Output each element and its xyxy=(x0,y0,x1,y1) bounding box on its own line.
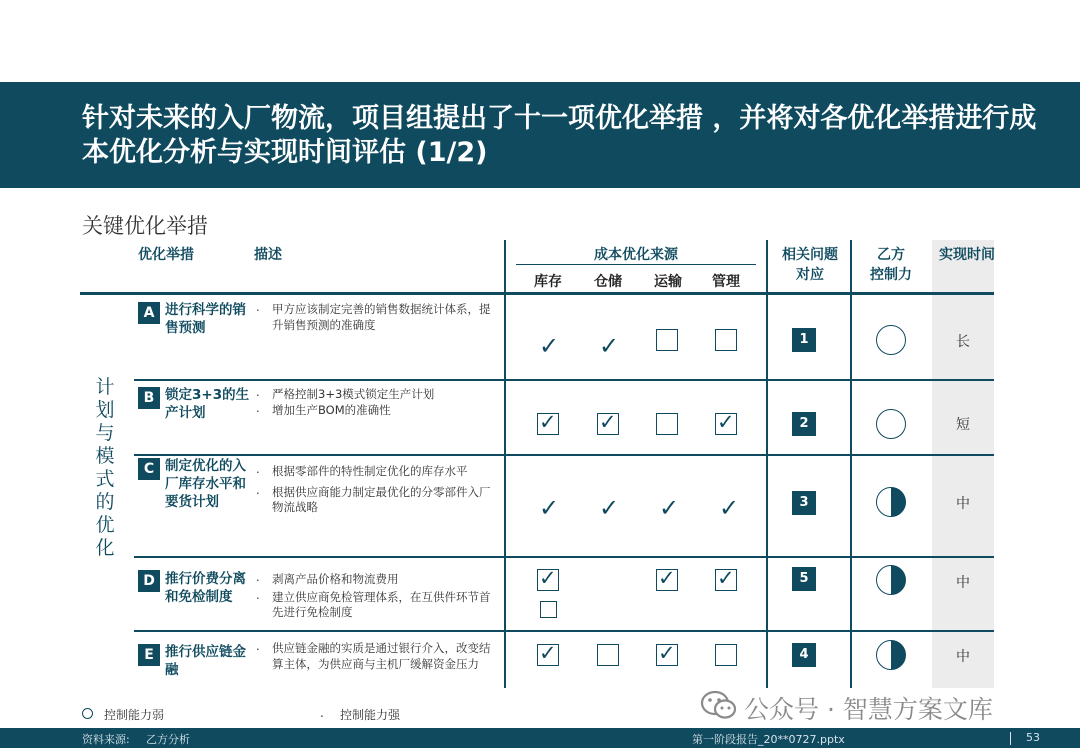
row-b-measure: 锁定3+3的生产计划 xyxy=(165,387,250,421)
row-sep-3 xyxy=(134,556,994,558)
empty-box-icon xyxy=(597,644,619,666)
footer-divider xyxy=(1010,732,1011,745)
header-control xyxy=(852,244,930,284)
row-c-desc-1: . 根据零部件的特性制定优化的库存水平 xyxy=(256,464,496,480)
page-title: 针对未来的入厂物流，项目组提出了十一项优化举措 ，并将对各优化举措进行成本优化分析与实现时间评估 (1/2) xyxy=(82,103,1037,168)
header-management: 管理 xyxy=(712,274,740,290)
row-d-measure: 推行价费分离和免检制度 xyxy=(165,571,246,605)
row-d-letter: D xyxy=(138,570,160,592)
grid-vline-2 xyxy=(766,240,768,688)
header-control-line2: 控制力 xyxy=(870,267,912,283)
watermark-text: 公众号 · 智慧方案文库 xyxy=(744,695,993,724)
header-cost-source: 成本优化来源 xyxy=(594,247,678,263)
half-circle-icon xyxy=(876,565,906,595)
timeline-column-shade xyxy=(932,240,994,688)
header-underline xyxy=(516,264,756,265)
check-icon: ✓ xyxy=(598,494,620,522)
checkbox-icon: ✓ xyxy=(715,413,737,435)
row-a-description xyxy=(256,302,496,333)
row-d-issue-number: 5 xyxy=(792,567,816,591)
row-b-desc-2: . 增加生产BOM的准确性 xyxy=(256,403,496,419)
legend-strong: 控制能力强 xyxy=(340,708,401,722)
grid-vline-1 xyxy=(504,240,506,688)
row-e-time: 中 xyxy=(956,649,970,665)
row-c-desc-2: . 根据供应商能力制定最优化的分零部件入厂物流战略 xyxy=(256,485,496,516)
header-description: 描述 xyxy=(254,247,282,263)
header-inventory: 库存 xyxy=(534,274,562,290)
legend-strong-bullet: . xyxy=(320,706,324,720)
row-c-description xyxy=(256,464,496,516)
checkbox-icon: ✓ xyxy=(537,413,559,435)
row-e-letter: E xyxy=(138,644,160,666)
footer-source-value: 乙方分析 xyxy=(146,733,190,746)
section-subtitle: 关键优化举措 xyxy=(82,214,208,238)
header-control-line1: 乙方 xyxy=(877,247,905,263)
checkbox-icon: ✓ xyxy=(537,644,559,666)
row-a-desc-1: . 甲方应该制定完善的销售数据统计体系，提升销售预测的准确度 xyxy=(256,302,496,333)
header-related-issue-line1: 相关问题 xyxy=(782,247,838,263)
empty-box-icon xyxy=(656,413,678,435)
circle-icon xyxy=(876,409,906,439)
circle-icon xyxy=(876,325,906,355)
empty-box-icon xyxy=(715,329,737,351)
row-d-desc-1: . 剥离产品价格和物流费用 xyxy=(256,572,496,588)
row-d-time: 中 xyxy=(956,575,970,591)
row-sep-4 xyxy=(134,630,994,632)
header-transport: 运输 xyxy=(654,274,682,290)
row-e-description xyxy=(256,641,496,672)
check-icon: ✓ xyxy=(598,332,620,360)
header-related-issue xyxy=(768,244,852,284)
row-e-measure: 推行供应链金融 xyxy=(165,644,246,678)
check-icon: ✓ xyxy=(538,494,560,522)
header-bottom-line xyxy=(80,292,994,295)
row-e-desc-1: . 供应链金融的实质是通过银行介入，改变结算主体，为供应商与主机厂缓解资金压力 xyxy=(256,641,496,672)
row-a-time: 长 xyxy=(956,334,970,350)
row-b-desc-1: . 严格控制3+3模式锁定生产计划 xyxy=(256,387,496,403)
half-circle-icon xyxy=(876,640,906,670)
empty-box-icon xyxy=(715,644,737,666)
row-e-issue-number: 4 xyxy=(792,643,816,667)
empty-box-icon xyxy=(656,329,678,351)
header-measure: 优化举措 xyxy=(138,247,194,263)
row-a-measure: 进行科学的销售预测 xyxy=(165,302,246,336)
footer-page-number: 53 xyxy=(1026,731,1040,744)
row-d-description xyxy=(256,572,496,621)
grid-vline-3 xyxy=(850,240,852,688)
row-sep-2 xyxy=(134,454,994,456)
row-c-letter: C xyxy=(138,458,160,480)
row-c-time: 中 xyxy=(956,496,970,512)
empty-box-icon xyxy=(540,601,557,618)
footer-source-label: 资料来源: xyxy=(82,733,130,746)
circle-icon xyxy=(82,708,93,719)
checkbox-icon: ✓ xyxy=(715,569,737,591)
category-label-vertical: 计划与模式的优化 xyxy=(95,376,115,559)
row-a-letter: A xyxy=(138,302,160,324)
row-c-measure: 制定优化的入厂库存水平和要货计划 xyxy=(165,458,246,510)
header-warehouse: 仓储 xyxy=(594,274,622,290)
row-c-issue-number: 3 xyxy=(792,491,816,515)
check-icon: ✓ xyxy=(658,494,680,522)
checkbox-icon: ✓ xyxy=(656,569,678,591)
row-b-letter: B xyxy=(138,387,160,409)
checkbox-icon: ✓ xyxy=(597,413,619,435)
row-b-issue-number: 2 xyxy=(792,412,816,436)
row-b-time: 短 xyxy=(956,417,970,433)
half-circle-icon xyxy=(876,487,906,517)
row-a-issue-number: 1 xyxy=(792,328,816,352)
check-icon: ✓ xyxy=(718,494,740,522)
row-d-desc-2: . 建立供应商免检管理体系，在互供件环节首先进行免检制度 xyxy=(256,590,496,621)
wechat-icon xyxy=(700,690,738,720)
header-timeline: 实现时间 xyxy=(939,247,995,263)
legend-weak: 控制能力弱 xyxy=(104,708,165,722)
checkbox-icon: ✓ xyxy=(537,569,559,591)
row-sep-1 xyxy=(134,379,994,381)
footer-file-name: 第一阶段报告_20**0727.pptx xyxy=(692,733,845,746)
row-b-description xyxy=(256,387,496,418)
check-icon: ✓ xyxy=(538,332,560,360)
header-related-issue-line2: 对应 xyxy=(796,267,824,283)
checkbox-icon: ✓ xyxy=(656,644,678,666)
